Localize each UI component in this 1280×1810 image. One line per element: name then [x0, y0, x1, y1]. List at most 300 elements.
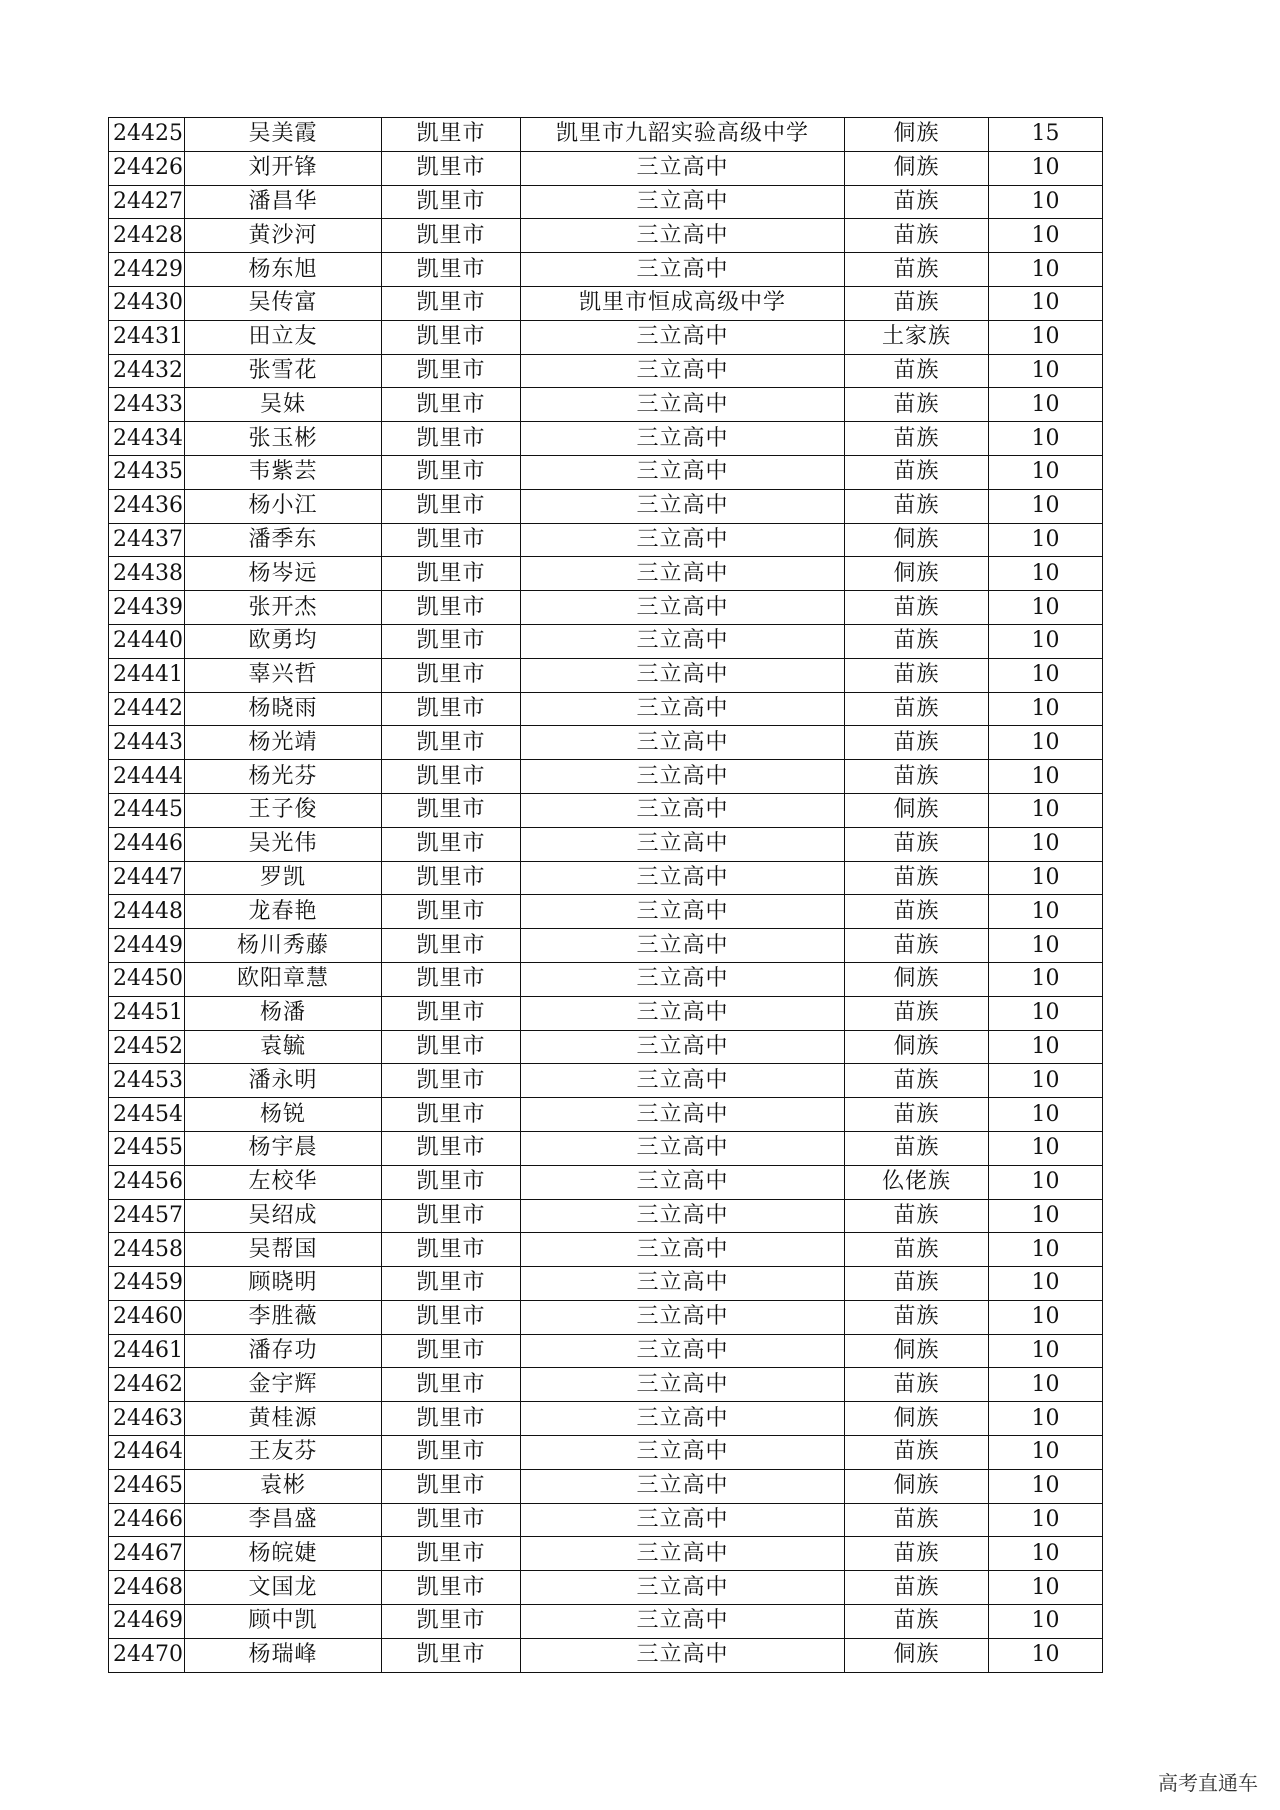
table-row [109, 658, 1103, 692]
table-row [109, 1334, 1103, 1368]
cell-name: 吴传富 [185, 286, 382, 320]
cell-score: 10 [989, 253, 1103, 287]
cell-name: 刘开锋 [185, 151, 382, 185]
cell-city: 凯里市 [382, 1334, 521, 1368]
cell-ethnicity: 苗族 [845, 1267, 989, 1301]
cell-score: 10 [989, 929, 1103, 963]
cell-city: 凯里市 [382, 591, 521, 625]
cell-school: 三立高中 [521, 354, 845, 388]
cell-city: 凯里市 [382, 861, 521, 895]
cell-score: 10 [989, 1368, 1103, 1402]
cell-school: 三立高中 [521, 1638, 845, 1672]
table-row [109, 219, 1103, 253]
cell-score: 10 [989, 1638, 1103, 1672]
cell-score: 10 [989, 1402, 1103, 1436]
cell-score: 10 [989, 996, 1103, 1030]
cell-score: 10 [989, 624, 1103, 658]
cell-id: 24428 [109, 219, 185, 253]
cell-ethnicity: 苗族 [845, 591, 989, 625]
table-row [109, 489, 1103, 523]
cell-school: 三立高中 [521, 760, 845, 794]
cell-school: 三立高中 [521, 591, 845, 625]
table-row [109, 320, 1103, 354]
cell-ethnicity: 侗族 [845, 1030, 989, 1064]
cell-city: 凯里市 [382, 1165, 521, 1199]
cell-school: 三立高中 [521, 388, 845, 422]
cell-ethnicity: 苗族 [845, 692, 989, 726]
table-row [109, 624, 1103, 658]
table-row [109, 1571, 1103, 1605]
cell-school: 三立高中 [521, 557, 845, 591]
cell-city: 凯里市 [382, 1571, 521, 1605]
cell-school: 三立高中 [521, 1064, 845, 1098]
cell-school: 凯里市九韶实验高级中学 [521, 118, 845, 152]
footer-watermark: 高考直通车 [1158, 1771, 1258, 1795]
cell-id: 24465 [109, 1469, 185, 1503]
cell-score: 10 [989, 895, 1103, 929]
cell-id: 24466 [109, 1503, 185, 1537]
cell-id: 24447 [109, 861, 185, 895]
cell-name: 杨东旭 [185, 253, 382, 287]
cell-ethnicity: 侗族 [845, 793, 989, 827]
cell-city: 凯里市 [382, 793, 521, 827]
cell-score: 10 [989, 1030, 1103, 1064]
table-row [109, 1131, 1103, 1165]
cell-id: 24449 [109, 929, 185, 963]
cell-ethnicity: 苗族 [845, 1098, 989, 1132]
cell-ethnicity: 侗族 [845, 1469, 989, 1503]
table-row [109, 692, 1103, 726]
table-row [109, 861, 1103, 895]
table-row [109, 1300, 1103, 1334]
cell-ethnicity: 苗族 [845, 624, 989, 658]
cell-ethnicity: 侗族 [845, 118, 989, 152]
table-row [109, 557, 1103, 591]
cell-school: 三立高中 [521, 523, 845, 557]
table-row [109, 1064, 1103, 1098]
cell-name: 欧勇均 [185, 624, 382, 658]
cell-name: 李昌盛 [185, 1503, 382, 1537]
cell-name: 吴光伟 [185, 827, 382, 861]
cell-ethnicity: 苗族 [845, 354, 989, 388]
cell-city: 凯里市 [382, 455, 521, 489]
cell-id: 24463 [109, 1402, 185, 1436]
cell-school: 三立高中 [521, 962, 845, 996]
table-row [109, 591, 1103, 625]
table-row [109, 1233, 1103, 1267]
cell-ethnicity: 苗族 [845, 388, 989, 422]
cell-score: 10 [989, 1098, 1103, 1132]
cell-city: 凯里市 [382, 1469, 521, 1503]
cell-ethnicity: 侗族 [845, 962, 989, 996]
table-row [109, 1503, 1103, 1537]
table-row [109, 253, 1103, 287]
cell-school: 三立高中 [521, 253, 845, 287]
cell-score: 10 [989, 692, 1103, 726]
table-row [109, 1638, 1103, 1672]
cell-score: 10 [989, 422, 1103, 456]
cell-name: 黄桂源 [185, 1402, 382, 1436]
cell-school: 三立高中 [521, 219, 845, 253]
cell-name: 杨岑远 [185, 557, 382, 591]
cell-city: 凯里市 [382, 1537, 521, 1571]
cell-score: 10 [989, 658, 1103, 692]
cell-id: 24441 [109, 658, 185, 692]
cell-score: 10 [989, 523, 1103, 557]
cell-name: 龙春艳 [185, 895, 382, 929]
cell-id: 24433 [109, 388, 185, 422]
table-row [109, 1030, 1103, 1064]
cell-id: 24430 [109, 286, 185, 320]
cell-name: 杨晓雨 [185, 692, 382, 726]
table-row [109, 760, 1103, 794]
cell-name: 辜兴哲 [185, 658, 382, 692]
cell-name: 左校华 [185, 1165, 382, 1199]
cell-score: 10 [989, 286, 1103, 320]
cell-city: 凯里市 [382, 1064, 521, 1098]
cell-school: 三立高中 [521, 1571, 845, 1605]
cell-ethnicity: 苗族 [845, 1368, 989, 1402]
cell-city: 凯里市 [382, 118, 521, 152]
cell-name: 吴妹 [185, 388, 382, 422]
cell-name: 王子俊 [185, 793, 382, 827]
cell-id: 24464 [109, 1436, 185, 1470]
cell-school: 三立高中 [521, 1030, 845, 1064]
cell-school: 三立高中 [521, 1402, 845, 1436]
cell-id: 24455 [109, 1131, 185, 1165]
table-row [109, 1098, 1103, 1132]
cell-city: 凯里市 [382, 658, 521, 692]
cell-score: 10 [989, 1300, 1103, 1334]
cell-school: 三立高中 [521, 793, 845, 827]
table-body [109, 118, 1103, 1673]
cell-city: 凯里市 [382, 996, 521, 1030]
table-row [109, 1402, 1103, 1436]
cell-ethnicity: 侗族 [845, 151, 989, 185]
cell-ethnicity: 苗族 [845, 760, 989, 794]
cell-ethnicity: 仫佬族 [845, 1165, 989, 1199]
cell-school: 三立高中 [521, 1469, 845, 1503]
cell-school: 三立高中 [521, 1199, 845, 1233]
cell-name: 欧阳章慧 [185, 962, 382, 996]
cell-city: 凯里市 [382, 185, 521, 219]
cell-school: 三立高中 [521, 861, 845, 895]
cell-id: 24467 [109, 1537, 185, 1571]
roster-table-container [108, 117, 1102, 1673]
cell-score: 10 [989, 1267, 1103, 1301]
cell-score: 10 [989, 1131, 1103, 1165]
cell-id: 24469 [109, 1605, 185, 1639]
cell-id: 24440 [109, 624, 185, 658]
cell-ethnicity: 苗族 [845, 422, 989, 456]
cell-name: 张开杰 [185, 591, 382, 625]
cell-ethnicity: 苗族 [845, 489, 989, 523]
cell-score: 10 [989, 861, 1103, 895]
cell-score: 10 [989, 219, 1103, 253]
cell-school: 三立高中 [521, 1334, 845, 1368]
cell-score: 15 [989, 118, 1103, 152]
cell-school: 三立高中 [521, 624, 845, 658]
cell-school: 三立高中 [521, 489, 845, 523]
cell-score: 10 [989, 760, 1103, 794]
cell-name: 杨光靖 [185, 726, 382, 760]
cell-id: 24460 [109, 1300, 185, 1334]
cell-school: 凯里市恒成高级中学 [521, 286, 845, 320]
cell-school: 三立高中 [521, 455, 845, 489]
table-row [109, 286, 1103, 320]
cell-city: 凯里市 [382, 1402, 521, 1436]
cell-id: 24461 [109, 1334, 185, 1368]
cell-score: 10 [989, 1233, 1103, 1267]
cell-school: 三立高中 [521, 929, 845, 963]
cell-name: 杨宇晨 [185, 1131, 382, 1165]
cell-city: 凯里市 [382, 422, 521, 456]
cell-city: 凯里市 [382, 1436, 521, 1470]
cell-school: 三立高中 [521, 1131, 845, 1165]
cell-score: 10 [989, 1469, 1103, 1503]
cell-name: 王友芬 [185, 1436, 382, 1470]
cell-id: 24459 [109, 1267, 185, 1301]
cell-city: 凯里市 [382, 962, 521, 996]
cell-name: 杨皖婕 [185, 1537, 382, 1571]
cell-name: 杨光芬 [185, 760, 382, 794]
cell-name: 吴帮国 [185, 1233, 382, 1267]
cell-name: 张玉彬 [185, 422, 382, 456]
cell-school: 三立高中 [521, 1503, 845, 1537]
table-row [109, 388, 1103, 422]
table-row [109, 523, 1103, 557]
cell-name: 张雪花 [185, 354, 382, 388]
cell-school: 三立高中 [521, 1537, 845, 1571]
cell-name: 杨小江 [185, 489, 382, 523]
table-row [109, 793, 1103, 827]
cell-id: 24453 [109, 1064, 185, 1098]
cell-city: 凯里市 [382, 151, 521, 185]
cell-name: 李胜薇 [185, 1300, 382, 1334]
cell-city: 凯里市 [382, 1030, 521, 1064]
cell-id: 24431 [109, 320, 185, 354]
table-row [109, 962, 1103, 996]
table-row [109, 151, 1103, 185]
cell-score: 10 [989, 455, 1103, 489]
cell-city: 凯里市 [382, 895, 521, 929]
cell-city: 凯里市 [382, 1233, 521, 1267]
cell-ethnicity: 苗族 [845, 726, 989, 760]
table-row [109, 422, 1103, 456]
cell-school: 三立高中 [521, 1436, 845, 1470]
cell-city: 凯里市 [382, 286, 521, 320]
table-row [109, 185, 1103, 219]
cell-id: 24443 [109, 726, 185, 760]
cell-score: 10 [989, 1571, 1103, 1605]
cell-ethnicity: 苗族 [845, 861, 989, 895]
cell-school: 三立高中 [521, 1368, 845, 1402]
cell-name: 金宇辉 [185, 1368, 382, 1402]
table-row [109, 455, 1103, 489]
cell-id: 24426 [109, 151, 185, 185]
cell-school: 三立高中 [521, 1233, 845, 1267]
cell-name: 潘昌华 [185, 185, 382, 219]
cell-city: 凯里市 [382, 1267, 521, 1301]
cell-name: 文国龙 [185, 1571, 382, 1605]
cell-score: 10 [989, 1334, 1103, 1368]
table-row [109, 827, 1103, 861]
cell-school: 三立高中 [521, 827, 845, 861]
cell-ethnicity: 侗族 [845, 1402, 989, 1436]
cell-score: 10 [989, 1503, 1103, 1537]
cell-id: 24462 [109, 1368, 185, 1402]
cell-score: 10 [989, 1537, 1103, 1571]
cell-id: 24436 [109, 489, 185, 523]
cell-id: 24448 [109, 895, 185, 929]
cell-score: 10 [989, 1165, 1103, 1199]
cell-name: 潘永明 [185, 1064, 382, 1098]
cell-name: 田立友 [185, 320, 382, 354]
cell-city: 凯里市 [382, 253, 521, 287]
cell-ethnicity: 侗族 [845, 557, 989, 591]
cell-school: 三立高中 [521, 996, 845, 1030]
table-row [109, 1537, 1103, 1571]
cell-school: 三立高中 [521, 422, 845, 456]
cell-score: 10 [989, 793, 1103, 827]
cell-id: 24437 [109, 523, 185, 557]
cell-name: 袁毓 [185, 1030, 382, 1064]
cell-id: 24457 [109, 1199, 185, 1233]
cell-name: 潘季东 [185, 523, 382, 557]
cell-ethnicity: 苗族 [845, 1605, 989, 1639]
cell-city: 凯里市 [382, 388, 521, 422]
cell-school: 三立高中 [521, 658, 845, 692]
cell-city: 凯里市 [382, 1368, 521, 1402]
cell-ethnicity: 苗族 [845, 253, 989, 287]
table-row [109, 1469, 1103, 1503]
table-row [109, 1267, 1103, 1301]
cell-id: 24450 [109, 962, 185, 996]
cell-id: 24444 [109, 760, 185, 794]
table-row [109, 1165, 1103, 1199]
table-row [109, 1199, 1103, 1233]
cell-id: 24439 [109, 591, 185, 625]
table-row [109, 895, 1103, 929]
cell-id: 24442 [109, 692, 185, 726]
cell-name: 杨锐 [185, 1098, 382, 1132]
cell-ethnicity: 苗族 [845, 1199, 989, 1233]
table-row [109, 1368, 1103, 1402]
cell-score: 10 [989, 1436, 1103, 1470]
cell-city: 凯里市 [382, 726, 521, 760]
cell-score: 10 [989, 388, 1103, 422]
cell-ethnicity: 苗族 [845, 219, 989, 253]
cell-id: 24425 [109, 118, 185, 152]
cell-school: 三立高中 [521, 1300, 845, 1334]
cell-ethnicity: 苗族 [845, 1131, 989, 1165]
cell-id: 24427 [109, 185, 185, 219]
cell-score: 10 [989, 151, 1103, 185]
cell-id: 24429 [109, 253, 185, 287]
cell-id: 24446 [109, 827, 185, 861]
cell-ethnicity: 苗族 [845, 1064, 989, 1098]
cell-ethnicity: 侗族 [845, 523, 989, 557]
cell-id: 24456 [109, 1165, 185, 1199]
cell-ethnicity: 苗族 [845, 1503, 989, 1537]
table-row [109, 1436, 1103, 1470]
cell-city: 凯里市 [382, 1638, 521, 1672]
cell-name: 吴绍成 [185, 1199, 382, 1233]
cell-city: 凯里市 [382, 1131, 521, 1165]
cell-city: 凯里市 [382, 929, 521, 963]
cell-score: 10 [989, 557, 1103, 591]
cell-school: 三立高中 [521, 1098, 845, 1132]
cell-id: 24452 [109, 1030, 185, 1064]
cell-name: 杨川秀藤 [185, 929, 382, 963]
cell-city: 凯里市 [382, 692, 521, 726]
cell-city: 凯里市 [382, 1605, 521, 1639]
cell-score: 10 [989, 962, 1103, 996]
cell-ethnicity: 苗族 [845, 455, 989, 489]
cell-city: 凯里市 [382, 827, 521, 861]
cell-score: 10 [989, 354, 1103, 388]
cell-ethnicity: 苗族 [845, 996, 989, 1030]
cell-ethnicity: 苗族 [845, 1571, 989, 1605]
cell-id: 24432 [109, 354, 185, 388]
cell-ethnicity: 苗族 [845, 286, 989, 320]
cell-ethnicity: 苗族 [845, 658, 989, 692]
cell-school: 三立高中 [521, 1605, 845, 1639]
cell-name: 黄沙河 [185, 219, 382, 253]
cell-ethnicity: 土家族 [845, 320, 989, 354]
cell-score: 10 [989, 591, 1103, 625]
table-row [109, 726, 1103, 760]
cell-id: 24458 [109, 1233, 185, 1267]
cell-city: 凯里市 [382, 624, 521, 658]
cell-school: 三立高中 [521, 151, 845, 185]
cell-city: 凯里市 [382, 1300, 521, 1334]
cell-id: 24470 [109, 1638, 185, 1672]
cell-ethnicity: 侗族 [845, 1638, 989, 1672]
cell-city: 凯里市 [382, 523, 521, 557]
cell-city: 凯里市 [382, 557, 521, 591]
cell-ethnicity: 苗族 [845, 1233, 989, 1267]
cell-school: 三立高中 [521, 1165, 845, 1199]
cell-school: 三立高中 [521, 895, 845, 929]
table-row [109, 118, 1103, 152]
cell-ethnicity: 苗族 [845, 1537, 989, 1571]
cell-name: 杨潘 [185, 996, 382, 1030]
cell-score: 10 [989, 1199, 1103, 1233]
cell-city: 凯里市 [382, 1098, 521, 1132]
cell-id: 24435 [109, 455, 185, 489]
cell-name: 顾晓明 [185, 1267, 382, 1301]
cell-score: 10 [989, 726, 1103, 760]
cell-ethnicity: 苗族 [845, 827, 989, 861]
cell-score: 10 [989, 1064, 1103, 1098]
cell-score: 10 [989, 185, 1103, 219]
cell-name: 潘存功 [185, 1334, 382, 1368]
cell-ethnicity: 苗族 [845, 929, 989, 963]
cell-school: 三立高中 [521, 185, 845, 219]
cell-city: 凯里市 [382, 489, 521, 523]
roster-table [108, 117, 1103, 1673]
cell-city: 凯里市 [382, 219, 521, 253]
cell-id: 24434 [109, 422, 185, 456]
cell-city: 凯里市 [382, 1199, 521, 1233]
cell-name: 杨瑞峰 [185, 1638, 382, 1672]
cell-city: 凯里市 [382, 1503, 521, 1537]
table-row [109, 929, 1103, 963]
cell-id: 24468 [109, 1571, 185, 1605]
table-row [109, 996, 1103, 1030]
cell-id: 24438 [109, 557, 185, 591]
